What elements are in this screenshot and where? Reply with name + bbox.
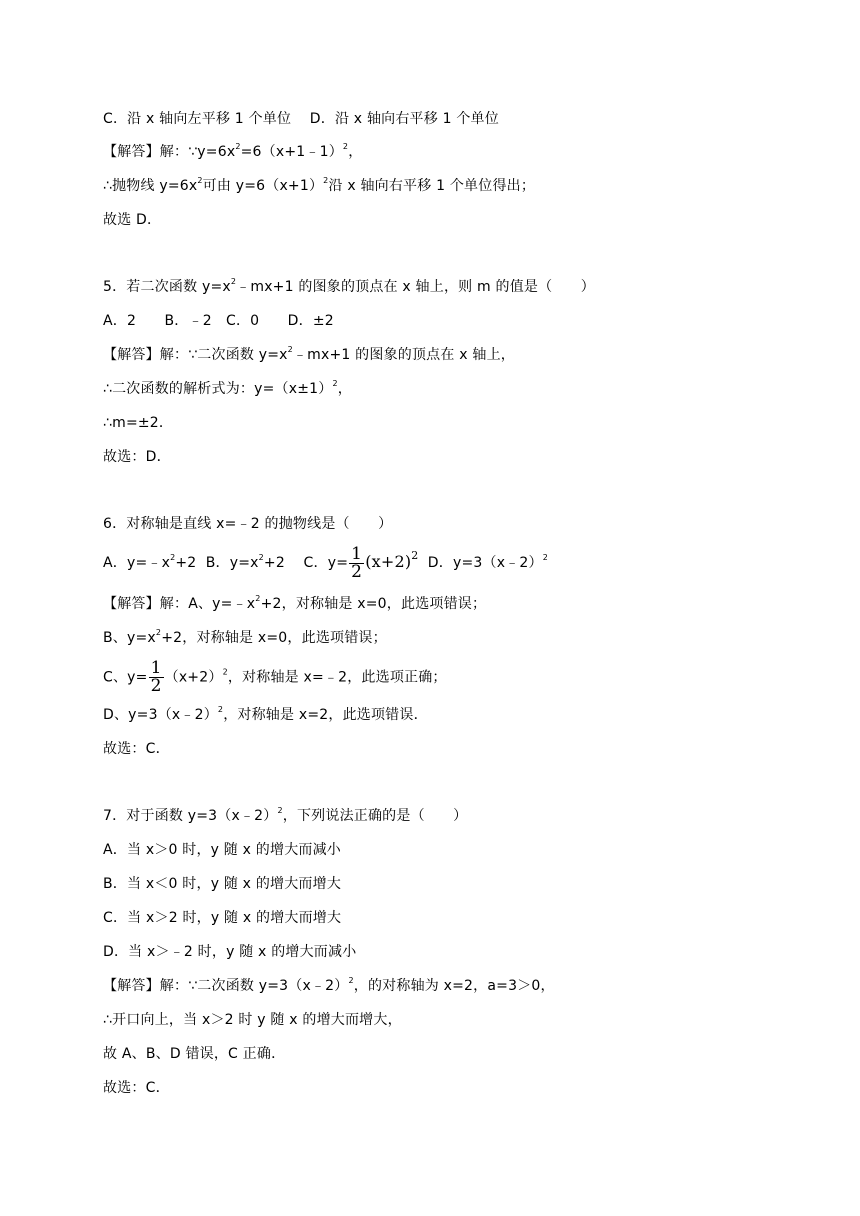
q7-option-d: D．当 x＞﹣2 时，y 随 x 的增大而减小 [103,944,357,960]
fraction-one-half [149,660,164,695]
text-run: ，对称轴是 x=2，此选项错误． [223,707,428,723]
text-run: 【解答】解：A、y=﹣x [103,596,256,612]
text-run: ， [348,144,363,160]
q5-answer-line-1 [103,345,515,365]
text-run: 【解答】解：∵二次函数 y=3（x﹣2） [103,978,349,994]
q6-options [103,545,548,581]
text-run: +2 C．y= [263,555,349,571]
q5-answer-line-3: ∴m=±2． [103,415,174,431]
text-run: B、y=x [103,630,156,646]
q4-answer-line-1 [103,142,362,162]
q4-answer-line-2 [103,176,535,196]
q7-answer-line-2: ∴开口向上，当 x＞2 时 y 随 x 的增大而增大， [103,1012,402,1028]
superscript: 2 [170,553,176,562]
q7-option-c: C．当 x＞2 时，y 随 x 的增大而增大 [103,910,342,926]
superscript: 2 [277,806,283,815]
q4-options-cd [103,109,499,129]
q5-options: A．2 B．﹣2 C．0 D．±2 [103,313,334,329]
superscript: 2 [222,667,228,677]
text-run: C、y= [103,669,148,686]
superscript: 2 [287,345,293,354]
text-run: ， [337,381,352,397]
q5-question [103,277,595,297]
superscript: 2 [217,705,224,714]
text-run: +2，对称轴是 x=0，此选项错误； [260,596,487,612]
superscript: 2 [255,594,261,603]
superscript: 2 [348,976,354,985]
fraction-numerator: 1 [351,543,363,564]
text-run: ∴抛物线 y=6x [103,178,198,194]
text-run: 【解答】解：∵y=6x [103,144,236,160]
q4-option-d: D．沿 x 轴向右平移 1 个单位 [309,111,499,127]
text-run: D、y=3（x﹣2） [103,707,218,723]
text-run: 7．对于函数 y=3（x﹣2） [103,808,278,824]
q7-answer-line-1 [103,976,555,996]
text-run: +2，对称轴是 x=0，此选项错误； [161,630,387,646]
q5-answer-line-2 [103,379,352,399]
superscript: 2 [542,553,548,562]
text-run: ，的对称轴为 x=2，a=3＞0， [353,978,555,994]
text-run: ∴二次函数的解析式为：y=（x±1） [103,381,333,397]
text-run: ﹣mx+1 的图象的顶点在 x 轴上， [292,347,515,363]
text-run: （x+2） [164,669,223,686]
q7-answer-line-3: 故 A、B、D 错误，C 正确． [103,1046,286,1062]
superscript: 2 [258,553,264,562]
option-c-expression [365,549,419,571]
superscript: 2 [235,142,241,151]
q7-option-a: A．当 x＞0 时，y 随 x 的增大而减小 [103,842,341,858]
superscript: 2 [411,549,419,562]
q6-answer-line-3 [103,660,447,695]
fraction-denominator: 2 [150,676,162,696]
superscript: 2 [230,277,237,286]
q4-options-gap [291,111,310,127]
q4-option-c: C．沿 x 轴向左平移 1 个单位 [103,111,292,127]
text-run: 可由 y=6（x+1） [202,178,324,194]
q4-choice: 故选 D． [103,212,162,228]
text-run: 【解答】解：∵二次函数 y=x [103,347,288,363]
text-run: (x+2) [365,552,412,571]
text-run: +2 B．y=x [175,555,259,571]
q7-option-b: B．当 x＜0 时，y 随 x 的增大而增大 [103,876,342,892]
fraction-one-half [349,543,364,582]
text-run: ，下列说法正确的是（ ） [282,808,468,824]
superscript: 2 [197,176,203,185]
text-run: ﹣mx+1 的图象的顶点在 x 轴上，则 m 的值是（ ） [236,279,595,295]
q6-question: 6．对称轴是直线 x=﹣2 的抛物线是（ ） [103,516,393,532]
q6-answer-line-4 [103,705,428,725]
superscript: 2 [332,379,338,388]
text-run: 5．若二次函数 y=x [103,279,231,295]
q6-answer-line-2 [103,628,387,648]
fraction-numerator: 1 [150,658,162,678]
q7-question [103,806,467,826]
q5-choice: 故选：D． [103,449,171,465]
text-run: D．y=3（x﹣2） [418,555,543,571]
q7-choice: 故选：C． [103,1080,170,1096]
text-run: 沿 x 轴向右平移 1 个单位得出； [328,178,536,194]
text-run: A．y=﹣x [103,555,171,571]
fraction-denominator: 2 [351,561,363,582]
superscript: 2 [155,628,162,637]
q6-answer-line-1 [103,594,486,614]
superscript: 2 [323,176,329,185]
q6-choice: 故选：C． [103,741,170,757]
text-run: =6（x+1﹣1） [240,144,343,160]
text-run: ，对称轴是 x=﹣2，此选项正确； [227,669,447,686]
superscript: 2 [342,142,349,151]
